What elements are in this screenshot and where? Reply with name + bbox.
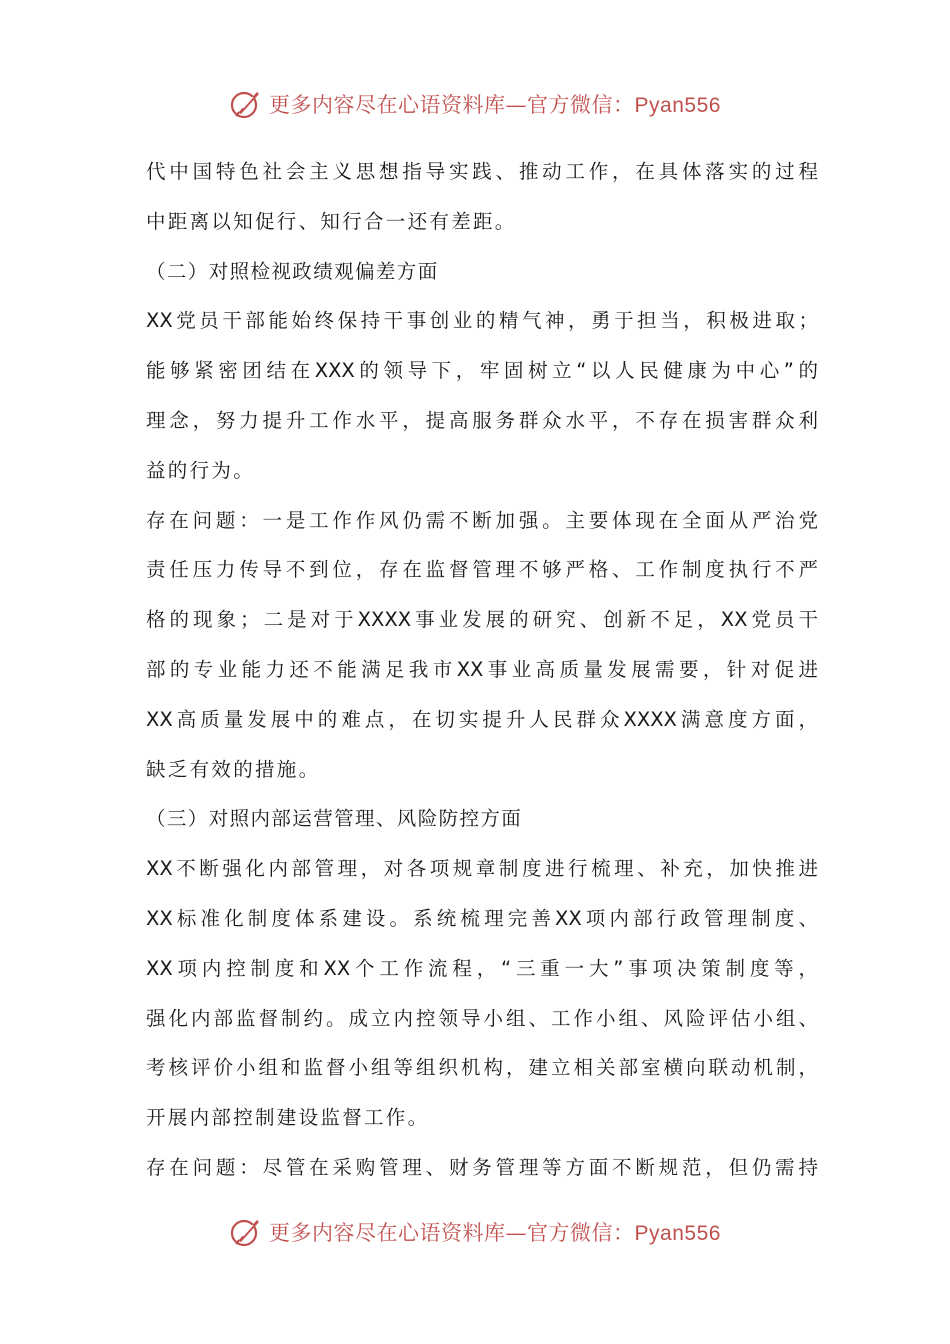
text-line: 存在问题：尽管在采购管理、财务管理等方面不断规范，但仍需持 (146, 1155, 818, 1179)
text-line: 存在问题：一是工作作风仍需不断加强。主要体现在全面从严治党 (146, 508, 818, 532)
watermark-wechat: Pyan556 (634, 1222, 721, 1245)
text-line: XX项内控制度和XX个工作流程，“三重一大”事项决策制度等， (146, 956, 818, 980)
text-line: 中距离以知促行、知行合一还有差距。 (146, 209, 517, 233)
text-line: 缺乏有效的措施。 (146, 757, 321, 781)
header-watermark (0, 84, 950, 124)
text-line: XX党员干部能始终保持干事创业的精气神，勇于担当，积极进取； (146, 309, 818, 333)
watermark-wechat: Pyan556 (634, 94, 721, 117)
quill-logo-icon (229, 1215, 263, 1249)
text-line: 部的专业能力还不能满足我市XX事业高质量发展需要，针对促进 (146, 657, 818, 681)
watermark-text: 更多内容尽在心语资料库—官方微信：Pyan556 (269, 1221, 721, 1245)
text-line: 考核评价小组和监督小组等组织机构，建立相关部室横向联动机制， (146, 1056, 818, 1080)
footer-watermark (0, 1212, 950, 1252)
watermark-text: 更多内容尽在心语资料库—官方微信：Pyan556 (269, 93, 721, 117)
text-line: 责任压力传导不到位，存在监督管理不够严格、工作制度执行不严 (146, 558, 818, 582)
text-line: 益的行为。 (146, 458, 256, 482)
text-line: XX不断强化内部管理，对各项规章制度进行梳理、补充，加快推进 (146, 857, 818, 881)
text-line: XX高质量发展中的难点，在切实提升人民群众XXXX满意度方面， (146, 707, 818, 731)
section-heading: （二）对照检视政绩观偏差方面 (146, 259, 439, 283)
text-line: 格的现象；二是对于XXXX事业发展的研究、创新不足，XX党员干 (146, 608, 818, 632)
section-heading: （三）对照内部运营管理、风险防控方面 (146, 807, 523, 831)
text-line: 开展内部控制建设监督工作。 (146, 1106, 430, 1130)
text-line: XX标准化制度体系建设。系统梳理完善XX项内部行政管理制度、 (146, 906, 818, 930)
text-line: 能够紧密团结在XXX的领导下，牢固树立“以人民健康为中心”的 (146, 359, 818, 383)
quill-logo-icon (229, 87, 263, 121)
document-body (146, 147, 818, 1193)
text-line: 强化内部监督制约。成立内控领导小组、工作小组、风险评估小组、 (146, 1006, 818, 1030)
text-line: 理念，努力提升工作水平，提高服务群众水平，不存在损害群众利 (146, 408, 818, 432)
text-line: 代中国特色社会主义思想指导实践、推动工作，在具体落实的过程 (146, 160, 818, 183)
